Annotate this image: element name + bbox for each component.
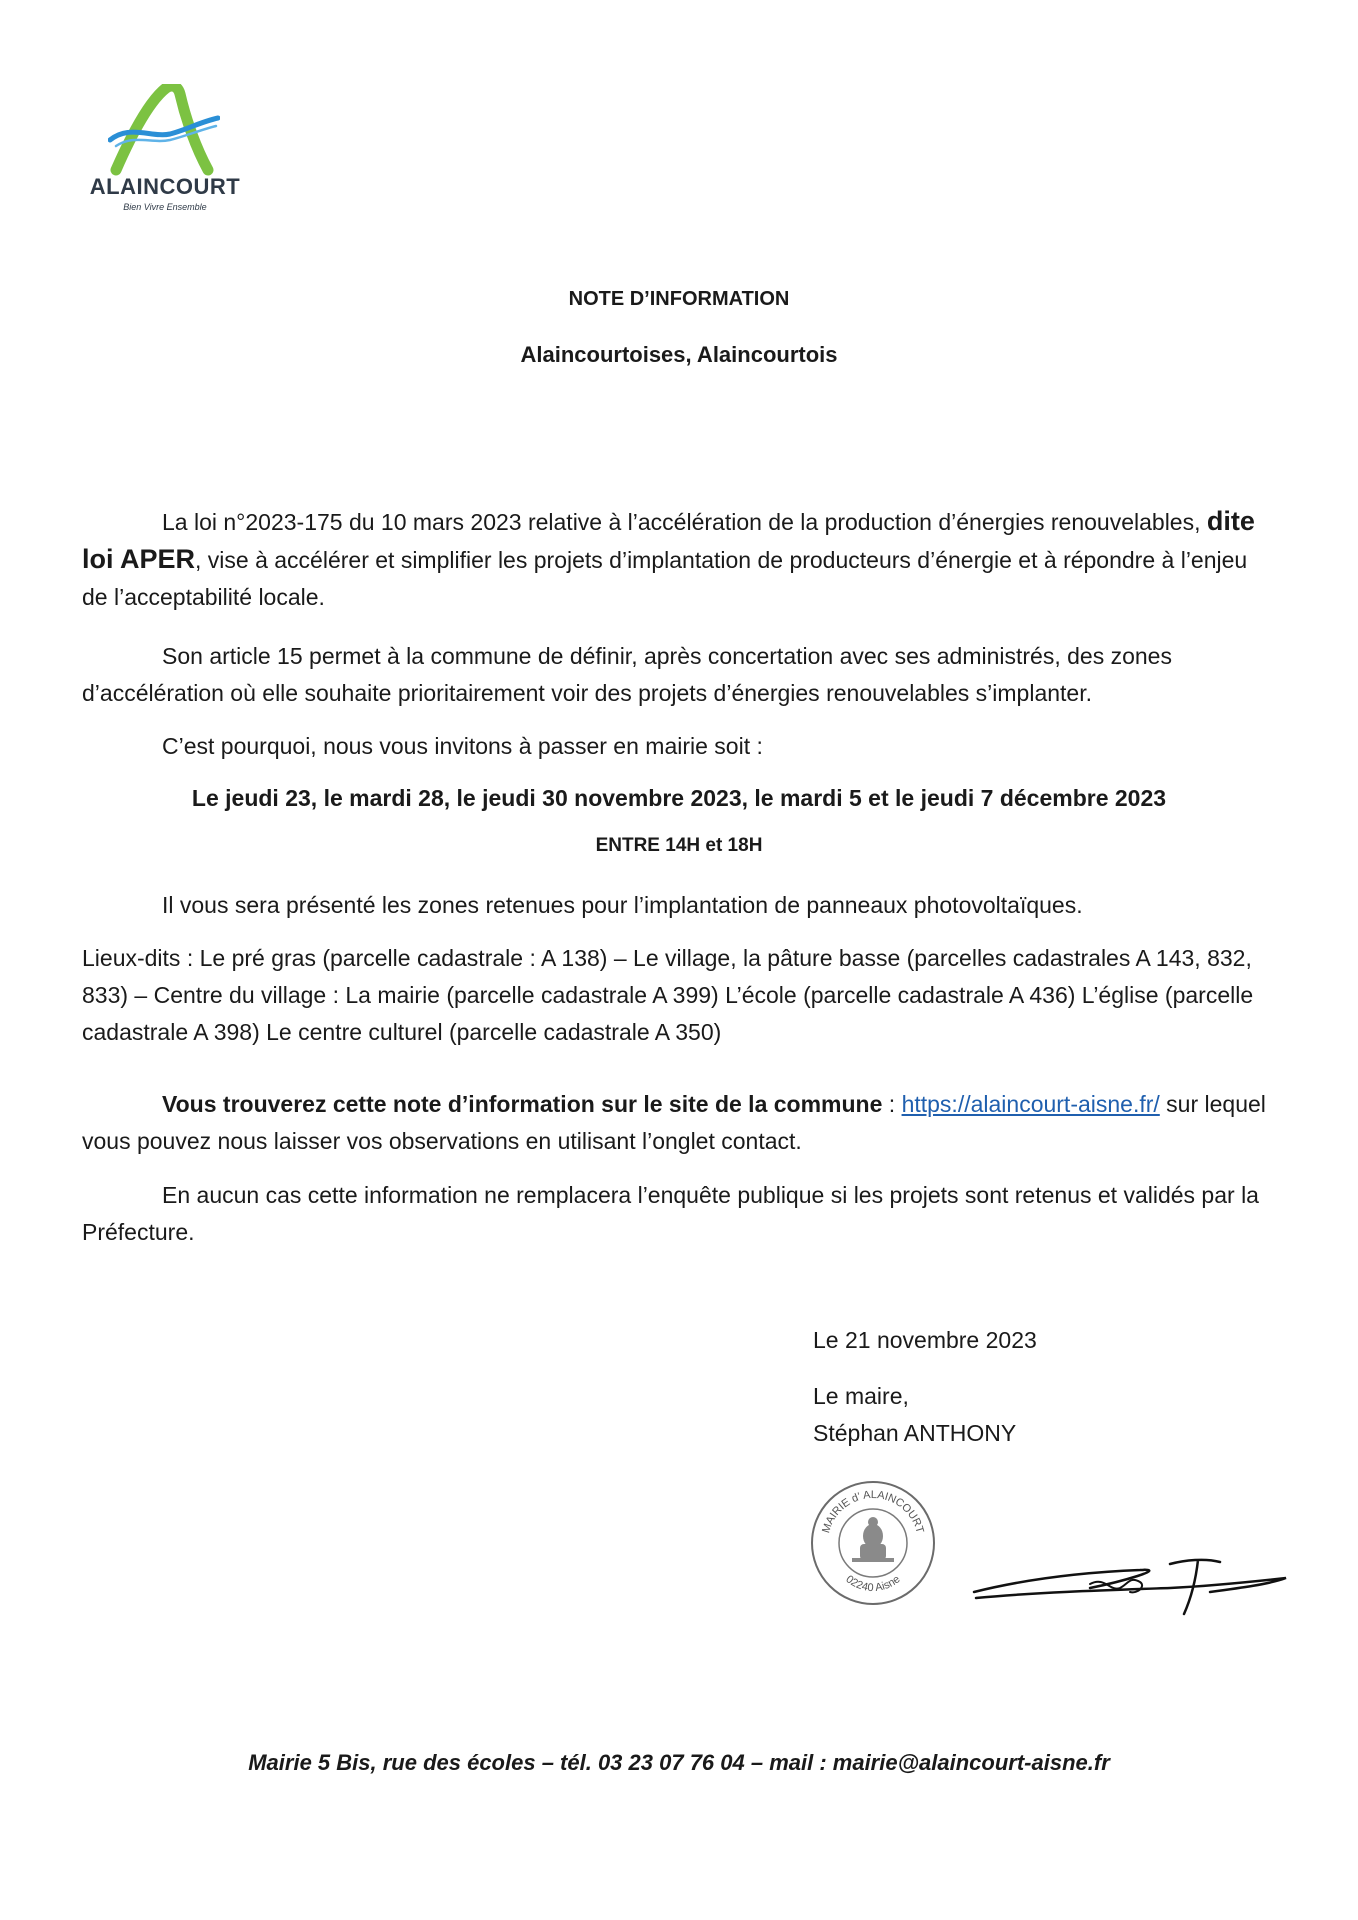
meeting-dates: Le jeudi 23, le mardi 28, le jeudi 30 novembre 2023, le mardi 5 et le jeudi 7 décembre 2023: [191, 785, 1167, 811]
signature-role: Le maire,: [813, 1383, 909, 1409]
paragraph-website: [82, 1086, 1267, 1160]
logo-name: ALAINCOURT: [89, 174, 241, 199]
website-intro: Vous trouverez cette note d’information sur le site de la commune: [162, 1091, 883, 1117]
greeting: Alaincourtoises, Alaincourtois: [520, 342, 838, 367]
paragraph-zones: Il vous sera présenté les zones retenues pour l’implantation de panneaux photovoltaïques.: [162, 892, 1083, 918]
paragraph-locations: Lieux-dits : Le pré gras (parcelle cadastrale : A 138) – Le village, la pâture basse (parcelles cadastrales A 143, 832, 833) – Centre du village : La mairie (parcelle cadastrale A 399) L’école (parcelle cadastrale A 436) L’église (parcelle cadastrale A 398) Le centre culturel (parcelle cadastrale A 350): [82, 945, 1254, 1045]
paragraph-disclaimer: En aucun cas cette information ne remplacera l’enquête publique si les projets sont retenus et validés par la Préfecture.: [82, 1182, 1259, 1245]
law-name-bold: dite loi APER: [82, 506, 1255, 574]
signature-name: Stéphan ANTHONY: [813, 1420, 1017, 1446]
website-separator: :: [882, 1091, 902, 1117]
stamp-top-text: MAIRIE d’ ALAINCOURT: [820, 1488, 926, 1535]
website-text-after: sur lequel vous pouvez nous laisser vos observations en utilisant l’onglet contact.: [82, 1091, 1266, 1154]
mairie-stamp-icon: [808, 1478, 938, 1608]
logo-a-mark-icon: [108, 84, 220, 176]
paragraph-article: Son article 15 permet à la commune de définir, après concertation avec ses administrés, des zones d’accélération où elle souhaite prioritairement voir des projets d’énergies renouvelables s’implanter.: [82, 643, 1172, 706]
law-text-after: , vise à accélérer et simplifier les projets d’implantation de producteurs d’énergie et à répondre à l’enjeu de l’acceptabilité locale.: [82, 547, 1248, 610]
mayor-signature-icon: [970, 1548, 1290, 1623]
meeting-hours: ENTRE 14H et 18H: [595, 835, 763, 856]
commune-logo: [80, 84, 250, 214]
document-title: NOTE D’INFORMATION: [568, 288, 790, 310]
logo-tagline: Bien Vivre Ensemble: [123, 202, 207, 212]
paragraph-invitation: C’est pourquoi, nous vous invitons à passer en mairie soit :: [162, 733, 763, 759]
website-link[interactable]: https://alaincourt-aisne.fr/: [901, 1091, 1160, 1117]
signature-date: Le 21 novembre 2023: [813, 1327, 1037, 1353]
paragraph-law: [82, 503, 1267, 616]
footer-contact: Mairie 5 Bis, rue des écoles – tél. 03 23 07 76 04 – mail : mairie@alaincourt-aisne.fr: [248, 1750, 1110, 1775]
law-text-before: La loi n°2023-175 du 10 mars 2023 relative à l’accélération de la production d’énergies renouvelables,: [162, 509, 1207, 535]
stamp-bottom-text: 02240 Aisne: [843, 1573, 903, 1595]
